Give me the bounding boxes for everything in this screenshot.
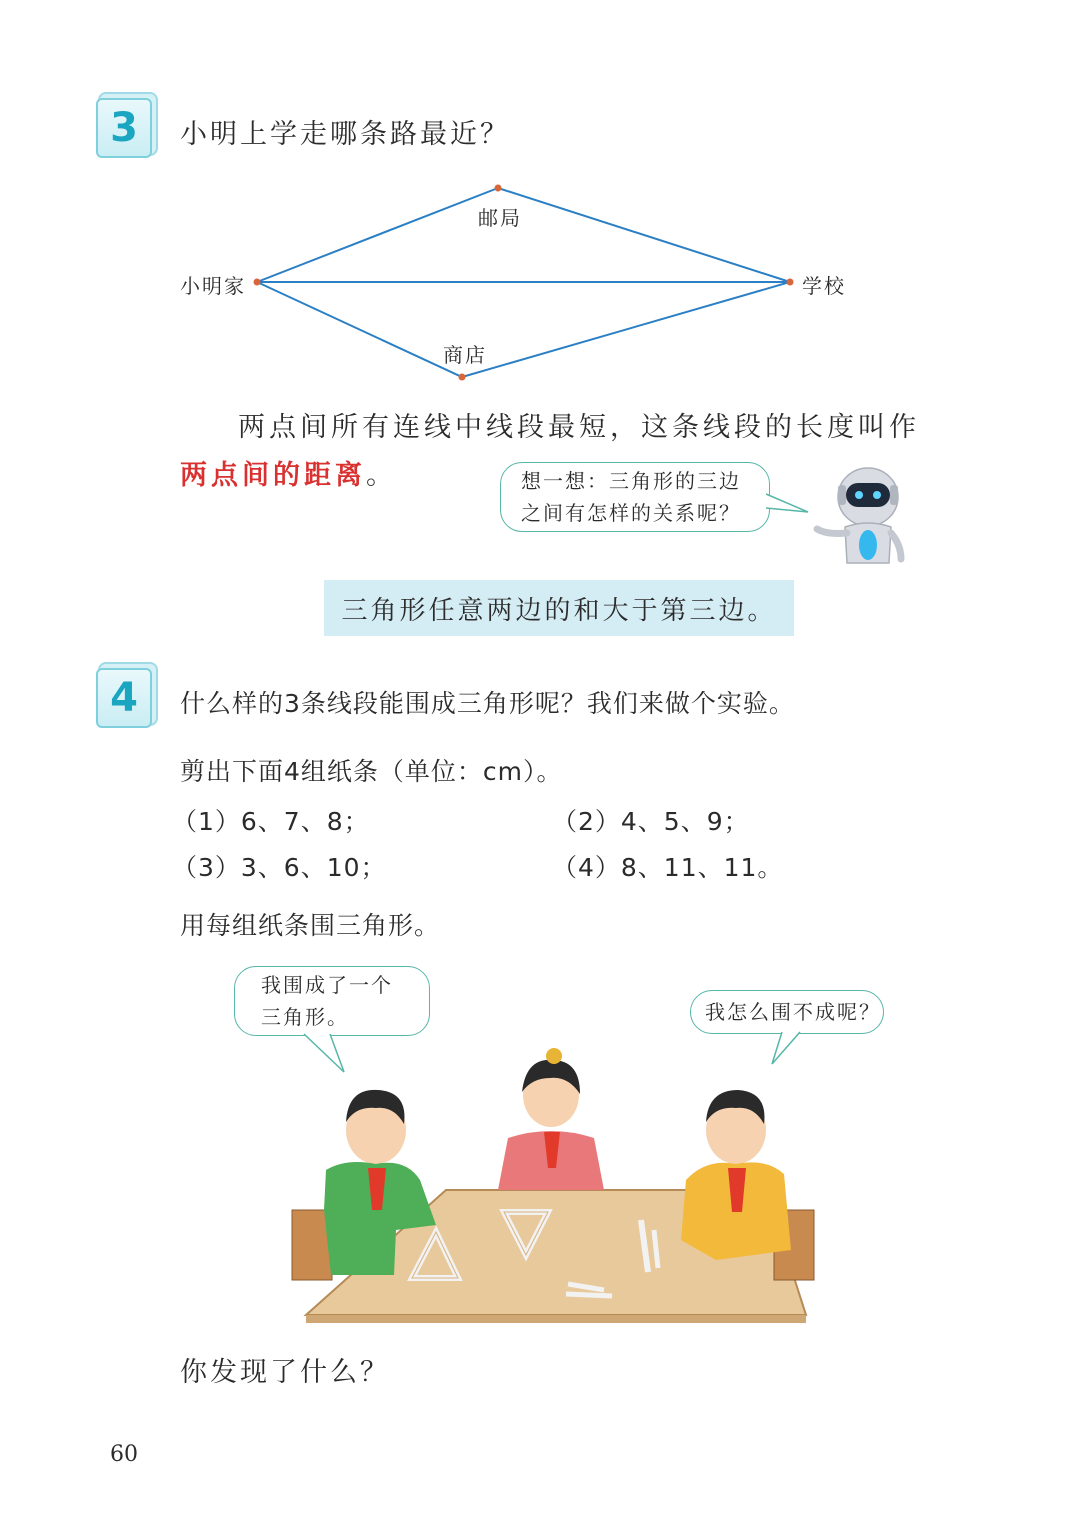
home-point: [254, 279, 261, 286]
group-1-index: （1）: [172, 807, 241, 836]
strip-group-3: [172, 848, 387, 884]
problem-3-number: 3: [110, 105, 138, 151]
definition-end: 。: [366, 460, 397, 491]
problem-4-question: 什么样的3条线段能围成三角形呢？我们来做个实验。: [180, 689, 795, 718]
page-number: 60: [110, 1442, 138, 1467]
robot-bubble-line-2: 之间有怎样的关系呢？: [521, 501, 741, 525]
store-point: [459, 374, 466, 381]
post-office-label: 邮局: [478, 206, 522, 230]
definition-text: 两点间所有连线中线段最短，这条线段的长度叫作: [238, 412, 920, 443]
children-at-table-illustration: [286, 1040, 822, 1330]
problem-4-badge: [96, 668, 152, 728]
group-2-values: 4、5、9；: [620, 807, 750, 836]
followup-question: 你发现了什么？: [180, 1357, 390, 1388]
post-office-point: [495, 185, 502, 192]
robot-illustration: [805, 455, 915, 565]
group-1-values: 6、7、8；: [240, 807, 370, 836]
triangle-task: 用每组纸条围三角形。: [180, 911, 441, 940]
definition-term: 两点间的距离: [180, 460, 366, 491]
group-3-index: （3）: [172, 853, 241, 882]
left-child-speech-bubble: [234, 966, 430, 1036]
route-diagram: [0, 0, 1080, 400]
right-child-speech-bubble: [690, 990, 884, 1034]
group-4-index: （4）: [552, 853, 621, 882]
group-4-values: 8、11、11。: [620, 853, 784, 882]
right-bubble-text: 我怎么围不成呢？: [705, 1000, 881, 1024]
robot-speech-bubble: [500, 462, 770, 532]
robot-bubble-tail: [766, 492, 810, 516]
strip-group-4: [552, 848, 783, 884]
left-bubble-line-2: 三角形。: [261, 1005, 349, 1029]
strip-instruction: 剪出下面4组纸条（单位：cm）。: [180, 757, 563, 786]
left-bubble-line-1: 我围成了一个: [261, 973, 393, 997]
store-label: 商店: [443, 343, 487, 367]
group-2-index: （2）: [552, 807, 621, 836]
triangle-inequality-text: 三角形任意两边的和大于第三边。: [341, 595, 777, 626]
strip-group-1: [172, 802, 370, 838]
problem-3-question: 小明上学走哪条路最近？: [180, 119, 510, 150]
problem-4-number: 4: [110, 675, 138, 721]
group-3-values: 3、6、10；: [240, 853, 387, 882]
school-point: [787, 279, 794, 286]
strip-group-2: [552, 802, 750, 838]
robot-bubble-line-1: 想一想：三角形的三边: [521, 469, 741, 493]
home-label: 小明家: [180, 274, 246, 298]
school-label: 学校: [802, 274, 846, 298]
triangle-inequality-callout: [324, 580, 794, 636]
